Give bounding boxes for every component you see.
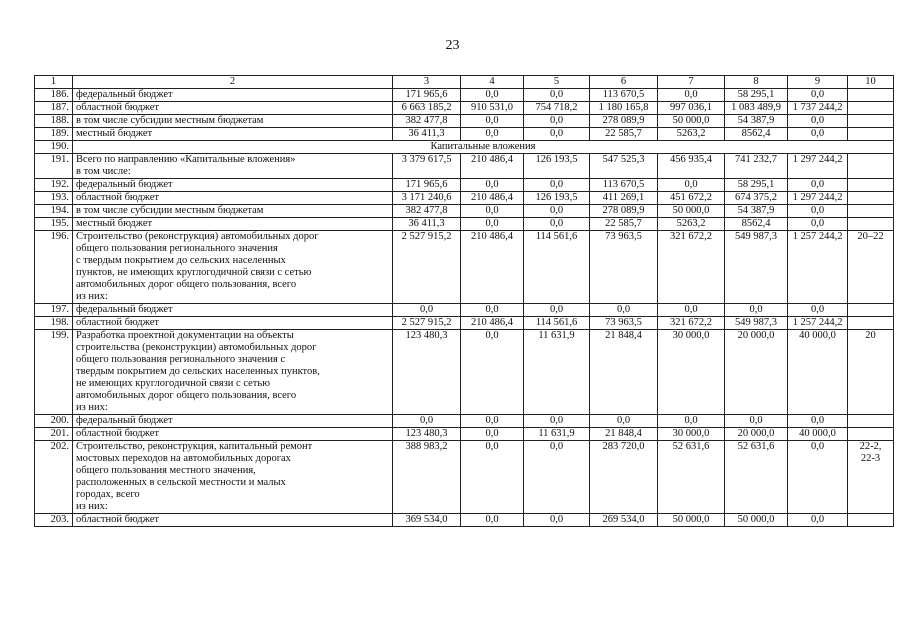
value-cell: 0,0 xyxy=(524,218,590,231)
value-cell: 549 987,3 xyxy=(725,317,788,330)
row-number: 186. xyxy=(35,89,73,102)
reference-cell xyxy=(848,330,894,415)
value-cell: 0,0 xyxy=(461,514,524,527)
value-cell: 0,0 xyxy=(461,179,524,192)
table-row xyxy=(35,231,894,304)
row-number: 203. xyxy=(35,514,73,527)
value-cell: 369 534,0 xyxy=(393,514,461,527)
table-row xyxy=(35,330,894,415)
value-cell: 754 718,2 xyxy=(524,102,590,115)
description-line: автомобильных дорог общего пользования, всего xyxy=(76,390,297,401)
table-row xyxy=(35,141,894,154)
value-cell: 547 525,3 xyxy=(590,154,658,179)
value-cell: 8562,4 xyxy=(725,218,788,231)
description-line: областной бюджет xyxy=(76,514,159,525)
value-cell: 210 486,4 xyxy=(461,317,524,330)
reference-cell xyxy=(848,89,894,102)
description-line: в том числе субсидии местным бюджетам xyxy=(76,205,264,216)
table-row xyxy=(35,128,894,141)
value-cell: 0,0 xyxy=(725,304,788,317)
table-row xyxy=(35,205,894,218)
value-cell: 113 670,5 xyxy=(590,89,658,102)
value-cell: 321 672,2 xyxy=(658,317,725,330)
row-description xyxy=(73,192,393,205)
value-cell: 456 935,4 xyxy=(658,154,725,179)
table-row xyxy=(35,179,894,192)
value-cell: 58 295,1 xyxy=(725,179,788,192)
value-cell: 674 375,2 xyxy=(725,192,788,205)
value-cell: 113 670,5 xyxy=(590,179,658,192)
value-cell: 0,0 xyxy=(524,415,590,428)
value-cell: 50 000,0 xyxy=(658,115,725,128)
value-cell: 0,0 xyxy=(590,304,658,317)
value-cell: 2 527 915,2 xyxy=(393,317,461,330)
table-row xyxy=(35,218,894,231)
value-cell: 0,0 xyxy=(658,89,725,102)
value-cell: 52 631,6 xyxy=(725,441,788,514)
row-description xyxy=(73,179,393,192)
value-cell: 30 000,0 xyxy=(658,428,725,441)
row-number: 199. xyxy=(35,330,73,415)
value-cell: 0,0 xyxy=(393,304,461,317)
value-cell: 0,0 xyxy=(461,304,524,317)
column-header: 7 xyxy=(658,76,725,89)
description-line: федеральный бюджет xyxy=(76,89,173,100)
column-header: 2 xyxy=(73,76,393,89)
reference-cell xyxy=(848,154,894,179)
value-cell: 126 193,5 xyxy=(524,192,590,205)
row-number: 202. xyxy=(35,441,73,514)
value-cell: 114 561,6 xyxy=(524,317,590,330)
value-cell: 0,0 xyxy=(524,179,590,192)
row-description xyxy=(73,317,393,330)
value-cell: 1 257 244,2 xyxy=(788,317,848,330)
row-description xyxy=(73,218,393,231)
value-cell: 0,0 xyxy=(590,415,658,428)
row-description xyxy=(73,115,393,128)
table-row xyxy=(35,415,894,428)
value-cell: 3 171 240,6 xyxy=(393,192,461,205)
description-line: областной бюджет xyxy=(76,317,159,328)
row-description xyxy=(73,205,393,218)
value-cell: 451 672,2 xyxy=(658,192,725,205)
description-line: Разработка проектной документации на объекты xyxy=(76,330,294,341)
value-cell: 11 631,9 xyxy=(524,428,590,441)
value-cell: 0,0 xyxy=(524,205,590,218)
description-line: Строительство, реконструкция, капитальный ремонт xyxy=(76,441,313,452)
description-line: общего пользования регионального значения с xyxy=(76,354,286,365)
value-cell: 0,0 xyxy=(725,415,788,428)
value-cell: 0,0 xyxy=(393,415,461,428)
description-line: пунктов, не имеющих круглогодичной связи с сетью xyxy=(76,267,312,278)
row-description xyxy=(73,89,393,102)
row-number: 190. xyxy=(35,141,73,154)
value-cell: 0,0 xyxy=(524,128,590,141)
value-cell: 0,0 xyxy=(788,89,848,102)
row-description xyxy=(73,102,393,115)
reference-cell xyxy=(848,218,894,231)
row-number: 191. xyxy=(35,154,73,179)
value-cell: 171 965,6 xyxy=(393,179,461,192)
value-cell: 54 387,9 xyxy=(725,205,788,218)
description-line: не имеющих круглогодичной связи с сетью xyxy=(76,378,270,389)
value-cell: 73 963,5 xyxy=(590,317,658,330)
value-cell: 0,0 xyxy=(461,89,524,102)
value-cell: 0,0 xyxy=(788,441,848,514)
column-header: 4 xyxy=(461,76,524,89)
value-cell: 283 720,0 xyxy=(590,441,658,514)
value-cell: 0,0 xyxy=(658,415,725,428)
value-cell: 1 297 244,2 xyxy=(788,192,848,205)
row-number: 201. xyxy=(35,428,73,441)
row-description xyxy=(73,128,393,141)
description-line: местный бюджет xyxy=(76,128,153,139)
value-cell: 0,0 xyxy=(788,415,848,428)
value-cell: 0,0 xyxy=(524,115,590,128)
value-cell: 1 737 244,2 xyxy=(788,102,848,115)
value-cell: 5263,2 xyxy=(658,128,725,141)
description-line: областной бюджет xyxy=(76,102,159,113)
value-cell: 269 534,0 xyxy=(590,514,658,527)
value-cell: 2 527 915,2 xyxy=(393,231,461,304)
value-cell: 0,0 xyxy=(524,441,590,514)
value-cell: 0,0 xyxy=(788,205,848,218)
value-cell: 0,0 xyxy=(461,115,524,128)
column-header: 10 xyxy=(848,76,894,89)
budget-table xyxy=(34,75,894,527)
value-cell: 20 000,0 xyxy=(725,330,788,415)
value-cell: 0,0 xyxy=(524,304,590,317)
table-row xyxy=(35,514,894,527)
row-number: 197. xyxy=(35,304,73,317)
value-cell: 58 295,1 xyxy=(725,89,788,102)
value-cell: 0,0 xyxy=(461,205,524,218)
reference-cell xyxy=(848,102,894,115)
value-cell: 321 672,2 xyxy=(658,231,725,304)
value-cell: 123 480,3 xyxy=(393,428,461,441)
value-cell: 210 486,4 xyxy=(461,192,524,205)
row-number: 195. xyxy=(35,218,73,231)
row-number: 194. xyxy=(35,205,73,218)
reference-cell xyxy=(848,441,894,514)
reference-cell xyxy=(848,231,894,304)
value-cell: 11 631,9 xyxy=(524,330,590,415)
description-line: федеральный бюджет xyxy=(76,415,173,426)
value-cell: 0,0 xyxy=(788,514,848,527)
row-description xyxy=(73,441,393,514)
description-line: расположенных в сельской местности и малых xyxy=(76,477,286,488)
value-cell: 0,0 xyxy=(461,441,524,514)
table-row xyxy=(35,304,894,317)
row-description xyxy=(73,428,393,441)
value-cell: 123 480,3 xyxy=(393,330,461,415)
value-cell: 741 232,7 xyxy=(725,154,788,179)
reference-cell xyxy=(848,205,894,218)
value-cell: 36 411,3 xyxy=(393,218,461,231)
row-description xyxy=(73,514,393,527)
description-line: Строительство (реконструкция) автомобильных дорог xyxy=(76,231,319,242)
table-row xyxy=(35,89,894,102)
description-line: областной бюджет xyxy=(76,192,159,203)
row-description xyxy=(73,330,393,415)
value-cell: 36 411,3 xyxy=(393,128,461,141)
value-cell: 0,0 xyxy=(788,218,848,231)
row-description xyxy=(73,231,393,304)
column-header: 5 xyxy=(524,76,590,89)
description-line: местный бюджет xyxy=(76,218,153,229)
table-row xyxy=(35,441,894,514)
reference-line: 20 xyxy=(865,330,876,341)
description-line: строительства (реконструкции) автомобильных дорог xyxy=(76,342,317,353)
description-line: областной бюджет xyxy=(76,428,159,439)
description-line: твердым покрытием до сельских населенных пунктов, xyxy=(76,366,320,377)
value-cell: 54 387,9 xyxy=(725,115,788,128)
value-cell: 278 089,9 xyxy=(590,115,658,128)
value-cell: 114 561,6 xyxy=(524,231,590,304)
value-cell: 171 965,6 xyxy=(393,89,461,102)
value-cell: 910 531,0 xyxy=(461,102,524,115)
value-cell: 73 963,5 xyxy=(590,231,658,304)
value-cell: 50 000,0 xyxy=(658,205,725,218)
value-cell: 0,0 xyxy=(788,304,848,317)
section-heading: Капитальные вложения xyxy=(73,141,894,154)
row-number: 188. xyxy=(35,115,73,128)
reference-cell xyxy=(848,179,894,192)
value-cell: 0,0 xyxy=(461,218,524,231)
description-line: в том числе субсидии местным бюджетам xyxy=(76,115,264,126)
value-cell: 549 987,3 xyxy=(725,231,788,304)
value-cell: 0,0 xyxy=(461,428,524,441)
table-row xyxy=(35,428,894,441)
value-cell: 0,0 xyxy=(658,304,725,317)
value-cell: 5263,2 xyxy=(658,218,725,231)
description-line: Всего по направлению «Капитальные вложения» xyxy=(76,154,296,165)
reference-line: 22-3 xyxy=(860,453,881,464)
reference-cell xyxy=(848,128,894,141)
value-cell: 6 663 185,2 xyxy=(393,102,461,115)
table-row xyxy=(35,154,894,179)
value-cell: 50 000,0 xyxy=(725,514,788,527)
value-cell: 30 000,0 xyxy=(658,330,725,415)
value-cell: 278 089,9 xyxy=(590,205,658,218)
table-row xyxy=(35,317,894,330)
value-cell: 0,0 xyxy=(461,330,524,415)
value-cell: 22 585,7 xyxy=(590,218,658,231)
row-description xyxy=(73,154,393,179)
value-cell: 210 486,4 xyxy=(461,231,524,304)
reference-line: 20–22 xyxy=(857,231,884,242)
row-number: 198. xyxy=(35,317,73,330)
reference-cell xyxy=(848,514,894,527)
value-cell: 21 848,4 xyxy=(590,330,658,415)
row-number: 193. xyxy=(35,192,73,205)
value-cell: 0,0 xyxy=(461,415,524,428)
value-cell: 21 848,4 xyxy=(590,428,658,441)
description-line: федеральный бюджет xyxy=(76,179,173,190)
description-line: из них: xyxy=(76,402,108,413)
value-cell: 382 477,8 xyxy=(393,115,461,128)
table-row xyxy=(35,115,894,128)
description-line: автомобильных дорог общего пользования, всего xyxy=(76,279,297,290)
value-cell: 1 083 489,9 xyxy=(725,102,788,115)
value-cell: 0,0 xyxy=(788,115,848,128)
value-cell: 40 000,0 xyxy=(788,428,848,441)
page-number: 23 xyxy=(445,38,460,53)
description-line: городах, всего xyxy=(76,489,140,500)
value-cell: 3 379 617,5 xyxy=(393,154,461,179)
description-line: общего пользования регионального значения xyxy=(76,243,278,254)
value-cell: 0,0 xyxy=(788,179,848,192)
reference-cell xyxy=(848,192,894,205)
value-cell: 382 477,8 xyxy=(393,205,461,218)
value-cell: 1 180 165,8 xyxy=(590,102,658,115)
value-cell: 8562,4 xyxy=(725,128,788,141)
table-row xyxy=(35,192,894,205)
value-cell: 40 000,0 xyxy=(788,330,848,415)
value-cell: 997 036,1 xyxy=(658,102,725,115)
description-line: из них: xyxy=(76,291,108,302)
reference-cell xyxy=(848,304,894,317)
value-cell: 1 297 244,2 xyxy=(788,154,848,179)
value-cell: 50 000,0 xyxy=(658,514,725,527)
value-cell: 1 257 244,2 xyxy=(788,231,848,304)
value-cell: 388 983,2 xyxy=(393,441,461,514)
column-header: 3 xyxy=(393,76,461,89)
column-header: 1 xyxy=(35,76,73,89)
row-number: 196. xyxy=(35,231,73,304)
reference-cell xyxy=(848,415,894,428)
value-cell: 20 000,0 xyxy=(725,428,788,441)
value-cell: 0,0 xyxy=(788,128,848,141)
description-line: с твердым покрытием до сельских населенных xyxy=(76,255,286,266)
value-cell: 411 269,1 xyxy=(590,192,658,205)
row-description xyxy=(73,415,393,428)
value-cell: 0,0 xyxy=(658,179,725,192)
description-line: в том числе: xyxy=(76,166,131,177)
row-number: 189. xyxy=(35,128,73,141)
description-line: общего пользования местного значения, xyxy=(76,465,256,476)
reference-cell xyxy=(848,115,894,128)
description-line: федеральный бюджет xyxy=(76,304,173,315)
column-header: 9 xyxy=(788,76,848,89)
value-cell: 0,0 xyxy=(524,514,590,527)
column-header: 8 xyxy=(725,76,788,89)
value-cell: 126 193,5 xyxy=(524,154,590,179)
row-number: 192. xyxy=(35,179,73,192)
reference-cell xyxy=(848,317,894,330)
description-line: из них: xyxy=(76,501,108,512)
value-cell: 52 631,6 xyxy=(658,441,725,514)
value-cell: 0,0 xyxy=(524,89,590,102)
row-number: 200. xyxy=(35,415,73,428)
value-cell: 22 585,7 xyxy=(590,128,658,141)
table-row xyxy=(35,102,894,115)
reference-line: 22-2, xyxy=(859,441,882,452)
value-cell: 210 486,4 xyxy=(461,154,524,179)
row-number: 187. xyxy=(35,102,73,115)
description-line: мостовых переходов на автомобильных дорогах xyxy=(76,453,291,464)
column-header: 6 xyxy=(590,76,658,89)
table-header-row xyxy=(35,76,894,89)
value-cell: 0,0 xyxy=(461,128,524,141)
reference-cell xyxy=(848,428,894,441)
row-description xyxy=(73,304,393,317)
